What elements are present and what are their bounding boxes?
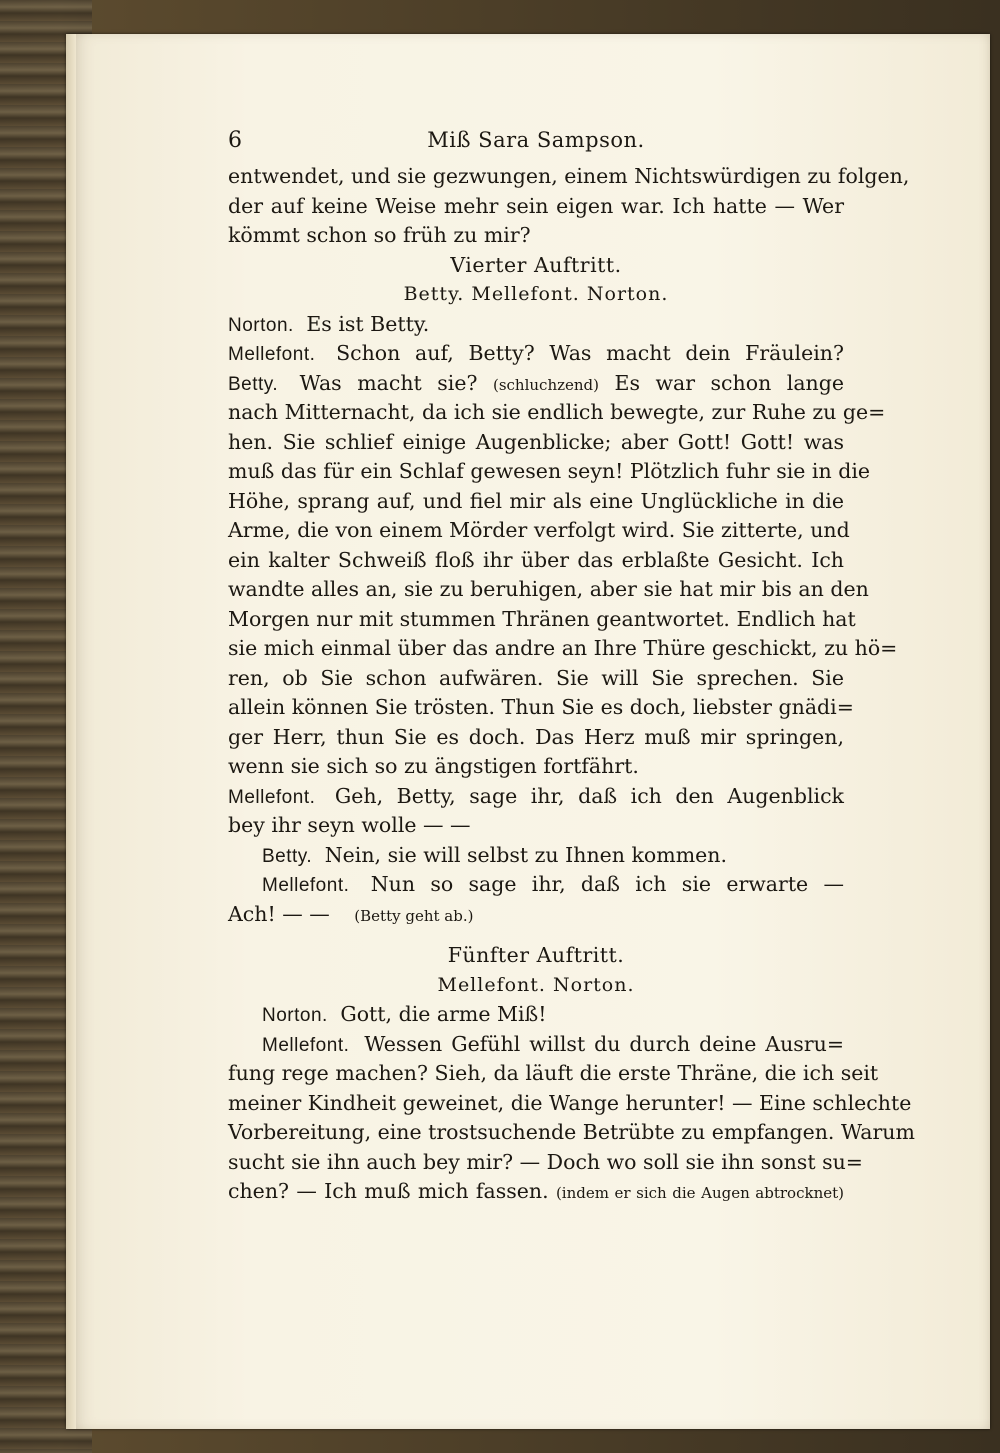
- dialogue-line: [228, 782, 844, 812]
- speaker-name: Betty.: [228, 373, 279, 395]
- dialogue-line: [228, 900, 844, 930]
- text-line: wenn sie sich so zu ängstigen fortfährt.: [228, 754, 639, 778]
- speech-text: Was macht sie?: [299, 370, 478, 395]
- speech-text: Es war schon lange: [614, 370, 844, 395]
- speaker-name: Betty.: [262, 845, 313, 867]
- speech-text: Wessen Gefühl willst du durch deine Ausru=: [364, 1031, 844, 1056]
- text-line: Morgen nur mit stummen Thränen geantwortet. Endlich hat: [228, 606, 856, 631]
- dialogue-line: [228, 870, 844, 900]
- scene-heading: Vierter Auftritt.: [450, 252, 622, 277]
- scene-heading: Fünfter Auftritt.: [447, 943, 625, 967]
- dialogue-line: [228, 339, 844, 369]
- stage-direction: (indem er sich die Augen abtrocknet): [555, 1184, 844, 1202]
- stage-direction: (Betty geht ab.): [354, 906, 474, 925]
- dialogue-line: [228, 310, 844, 340]
- speaker-name: Norton.: [228, 314, 294, 336]
- page-text: [228, 120, 915, 1207]
- text-line: hen. Sie schlief einige Augenblicke; aber Gott! Gott! was: [228, 429, 844, 454]
- text-line: der auf keine Weise mehr sein eigen war. Ich hatte — Wer: [228, 193, 844, 218]
- speaker-name: Mellefont.: [228, 344, 316, 365]
- page-gutter: [66, 34, 76, 1429]
- text-line: allein können Sie trösten. Thun Sie es doch, liebster gnädi=: [228, 695, 854, 719]
- dialogue-line: [228, 369, 844, 399]
- text-line: sie mich einmal über das andre an Ihre Thüre geschickt, zu hö=: [228, 636, 898, 660]
- text-line: muß das für ein Schlaf gewesen seyn! Plötzlich fuhr sie in die: [228, 459, 871, 483]
- page-number: 6: [228, 128, 242, 153]
- running-title: Miß Sara Sampson.: [427, 128, 645, 152]
- speech-text: Nun so sage ihr, daß ich sie erwarte —: [370, 872, 844, 896]
- stage-direction: (schluchzend): [492, 375, 599, 394]
- speaker-name: Mellefont.: [262, 1034, 350, 1056]
- scene-cast: Mellefont. Norton.: [437, 973, 635, 996]
- text-line: meiner Kindheit geweinet, die Wange herunter! — Eine schlechte: [228, 1090, 912, 1115]
- speaker-name: Mellefont.: [228, 786, 316, 808]
- speech-text: Nein, sie will selbst zu Ihnen kommen.: [324, 842, 727, 867]
- text-line: Höhe, sprang auf, und fiel mir als eine Unglückliche in die: [228, 488, 844, 513]
- text-line: ren, ob Sie schon aufwären. Sie will Sie sprechen. Sie: [228, 665, 844, 690]
- speech-text: Gott, die arme Miß!: [340, 1002, 547, 1026]
- text-line: ein kalter Schweiß floß ihr über das erblaßte Gesicht. Ich: [228, 547, 844, 572]
- text-line: entwendet, und sie gezwungen, einem Nichtswürdigen zu folgen,: [228, 164, 910, 188]
- dialogue-line: [228, 1000, 844, 1030]
- text-line: sucht sie ihn auch bey mir? — Doch wo soll sie ihn sonst su=: [228, 1149, 863, 1174]
- text-line: wandte alles an, sie zu beruhigen, aber sie hat mir bis an den: [228, 577, 869, 601]
- text-line: bey ihr seyn wolle — —: [228, 813, 471, 837]
- speaker-name: Mellefont.: [262, 875, 350, 896]
- text-line: Arme, die von einem Mörder verfolgt wird. Sie zitterte, und: [228, 518, 850, 542]
- page-header: [228, 120, 844, 162]
- scene-cast: Betty. Mellefont. Norton.: [403, 283, 669, 305]
- speech-text: Es ist Betty.: [306, 311, 430, 336]
- text-line: ger Herr, thun Sie es doch. Das Herz muß mir springen,: [228, 724, 844, 749]
- dialogue-line: [228, 841, 844, 871]
- dialogue-line: [228, 1177, 844, 1207]
- speech-text: Ach! — —: [228, 901, 330, 926]
- dialogue-line: [228, 1030, 844, 1060]
- text-line: fung rege machen? Sieh, da läuft die erste Thräne, die ich seit: [228, 1061, 879, 1085]
- text-line: kömmt schon so früh zu mir?: [228, 223, 531, 247]
- speech-text: Schon auf, Betty? Was macht dein Fräulein?: [336, 341, 844, 365]
- speaker-name: Norton.: [262, 1005, 328, 1026]
- speech-text: Geh, Betty, sage ihr, daß ich den Augenblick: [334, 783, 844, 808]
- speech-text: chen? — Ich muß mich fassen.: [228, 1179, 549, 1203]
- text-line: Vorbereitung, eine trostsuchende Betrübte zu empfangen. Warum: [228, 1120, 915, 1144]
- text-line: nach Mitternacht, da ich sie endlich bewegte, zur Ruhe zu ge=: [228, 400, 886, 424]
